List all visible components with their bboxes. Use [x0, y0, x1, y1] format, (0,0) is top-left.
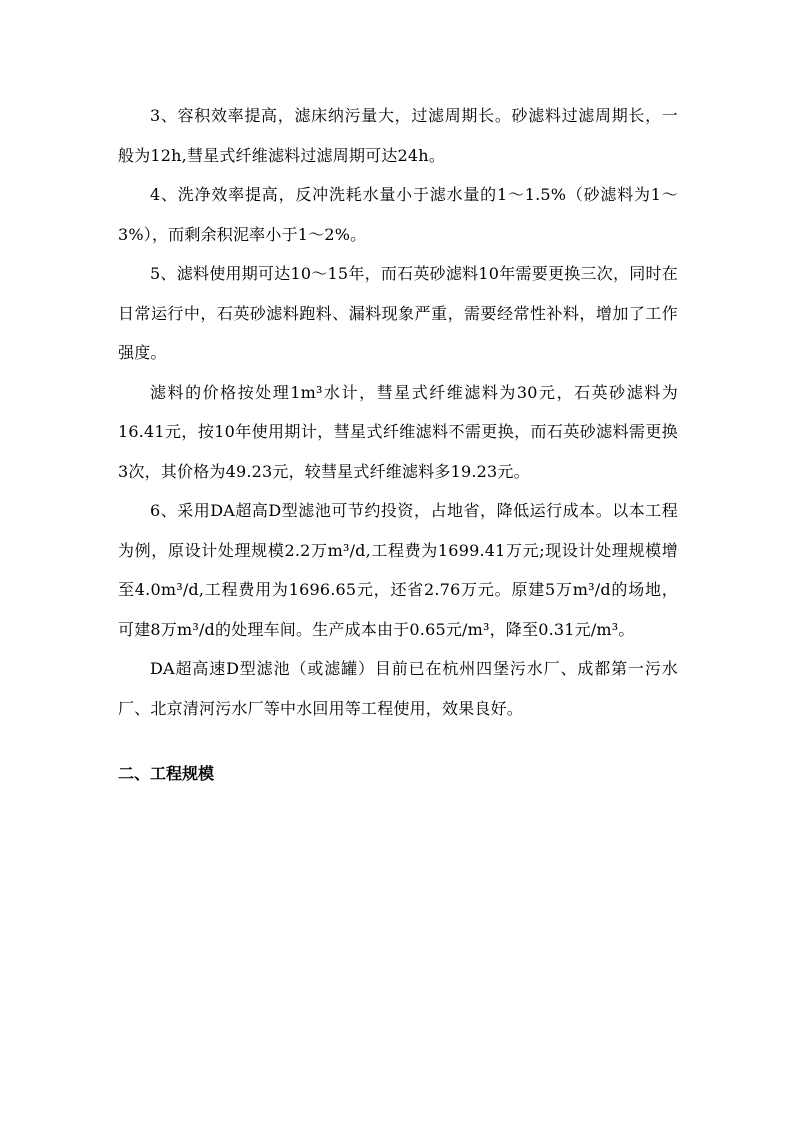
- paragraph-volume-efficiency: 3、容积效率提高，滤床纳污量大，过滤周期长。砂滤料过滤周期长，一般为12h,彗星式纤维滤料过滤周期可达24h。: [118, 106, 678, 165]
- section-heading-project-scale: 二、工程规模: [118, 764, 215, 783]
- paragraph-filter-lifetime: 5、滤料使用期可达10～15年，而石英砂滤料10年需要更换三次，同时在日常运行中，石英砂滤料跑料、漏料现象严重，需要经常性补料，增加了工作强度。: [118, 264, 678, 362]
- paragraph-washing-efficiency: 4、洗净效率提高，反冲洗耗水量小于滤水量的1～1.5%（砂滤料为1～3%），而剩余积泥率小于1～2%。: [118, 185, 678, 244]
- paragraph-filter-price: 滤料的价格按处理1m³水计，彗星式纤维滤料为30元，石英砂滤料为16.41元，按10年使用期计，彗星式纤维滤料不需更换，而石英砂滤料需更换3次，其价格为49.23元，较彗星式纤维滤料多19.23元。: [118, 382, 678, 481]
- document-body: [118, 96, 678, 794]
- paragraph-applications: DA超高速D型滤池（或滤罐）目前已在杭州四堡污水厂、成都第一污水厂、北京清河污水厂等中水回用等工程使用，效果良好。: [118, 659, 678, 718]
- paragraph-investment-savings: 6、采用DA超高D型滤池可节约投资，占地省，降低运行成本。以本工程为例，原设计处理规模2.2万m³/d,工程费为1699.41万元;现设计处理规模增至4.0m³/d,工程费用为1696.65元，还省2.76万元。原建5万m³/d的场地，可建8万m³/d的处理车间。生产成本由于0.65元/m³，降至0.31元/m³。: [118, 501, 678, 639]
